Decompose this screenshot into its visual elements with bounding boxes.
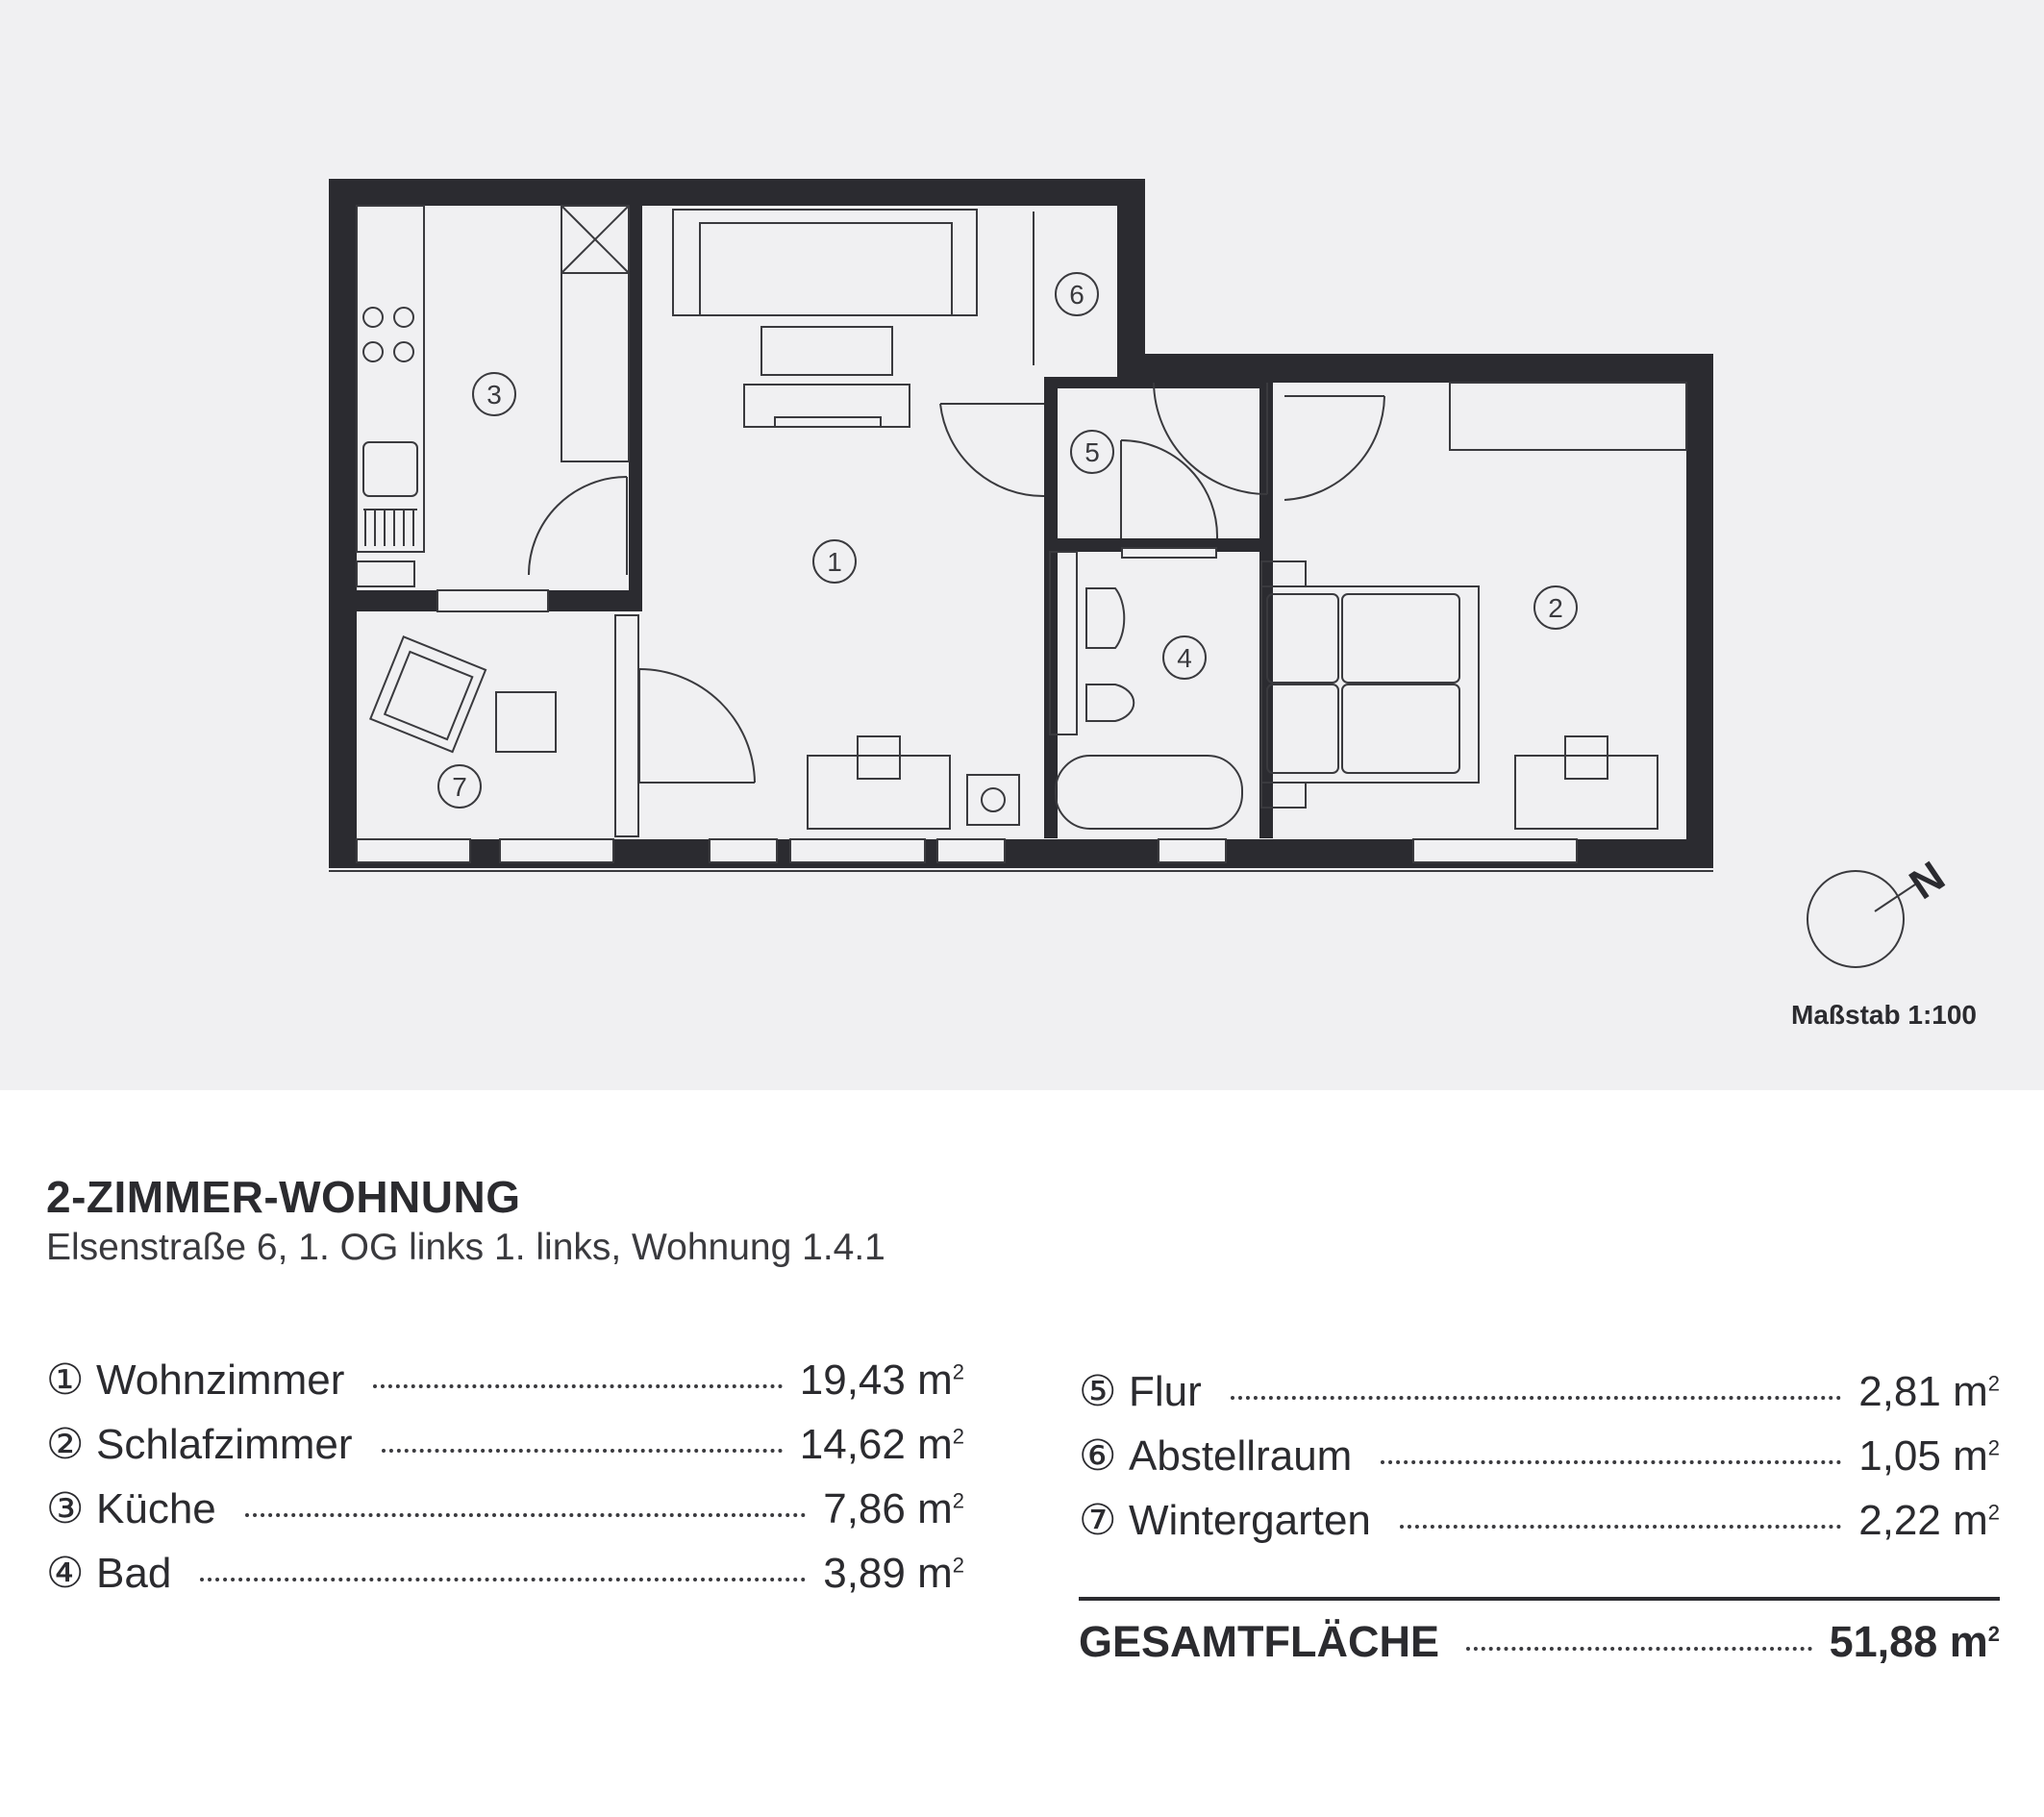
apartment-address: Elsenstraße 6, 1. OG links 1. links, Wohnung 1.4.1 bbox=[46, 1227, 885, 1268]
area-row-wintergarten bbox=[1079, 1496, 2000, 1560]
unit-exponent: 2 bbox=[952, 1553, 964, 1578]
room-area: 1,05 m bbox=[1858, 1432, 1988, 1480]
room-number: ③ bbox=[46, 1485, 85, 1532]
total-label: GESAMTFLÄCHE bbox=[1079, 1617, 1439, 1666]
room-marker-1: 1 bbox=[827, 547, 842, 577]
north-compass-icon bbox=[1807, 871, 1915, 967]
unit-exponent: 2 bbox=[1987, 1500, 2000, 1525]
unit-exponent: 2 bbox=[952, 1424, 964, 1449]
room-number: ⑦ bbox=[1079, 1497, 1117, 1544]
room-name: Schlafzimmer bbox=[96, 1421, 353, 1468]
area-row-bad bbox=[46, 1549, 964, 1613]
apartment-title: 2-ZIMMER-WOHNUNG bbox=[46, 1172, 521, 1222]
room-name: Abstellraum bbox=[1129, 1432, 1353, 1480]
room-marker-6: 6 bbox=[1069, 280, 1084, 310]
dot-leader bbox=[1400, 1525, 1841, 1529]
room-area: 7,86 m bbox=[823, 1485, 953, 1532]
area-row-schlafzimmer bbox=[46, 1420, 964, 1484]
area-row-wohnzimmer bbox=[46, 1356, 964, 1420]
unit-exponent: 2 bbox=[952, 1359, 964, 1384]
room-area: 19,43 m bbox=[799, 1357, 953, 1404]
room-marker-4: 4 bbox=[1177, 643, 1192, 673]
unit-exponent: 2 bbox=[1987, 1435, 2000, 1460]
area-list-right bbox=[1079, 1367, 2000, 1560]
area-row-flur bbox=[1079, 1367, 2000, 1431]
area-row-abstellraum bbox=[1079, 1431, 2000, 1496]
area-list-left bbox=[46, 1356, 964, 1613]
room-number: ④ bbox=[46, 1550, 85, 1597]
dot-leader bbox=[245, 1513, 806, 1517]
furniture bbox=[357, 206, 1686, 829]
unit-exponent: 2 bbox=[1987, 1371, 2000, 1396]
room-area: 14,62 m bbox=[799, 1421, 953, 1468]
unit-exponent: 2 bbox=[952, 1488, 964, 1513]
room-number: ⑥ bbox=[1079, 1432, 1117, 1480]
room-area: 2,81 m bbox=[1858, 1368, 1988, 1415]
room-name: Wintergarten bbox=[1129, 1497, 1371, 1544]
dot-leader bbox=[1231, 1396, 1841, 1400]
room-name: Wohnzimmer bbox=[96, 1357, 345, 1404]
scale-label: Maßstab 1:100 bbox=[1791, 1000, 1977, 1030]
unit-exponent: 2 bbox=[1987, 1622, 2000, 1646]
room-marker-7: 7 bbox=[452, 772, 467, 802]
room-name: Küche bbox=[96, 1485, 216, 1532]
total-area-row bbox=[1079, 1617, 2000, 1667]
room-area: 3,89 m bbox=[823, 1550, 953, 1597]
room-area: 2,22 m bbox=[1858, 1497, 1988, 1544]
area-row-kueche bbox=[46, 1484, 964, 1549]
north-label: N bbox=[1901, 852, 1954, 909]
room-marker-2: 2 bbox=[1548, 593, 1563, 623]
room-name: Bad bbox=[96, 1550, 172, 1597]
room-markers bbox=[438, 273, 1577, 808]
total-value: 51,88 m bbox=[1829, 1617, 1988, 1666]
dot-leader bbox=[382, 1449, 783, 1453]
room-number: ② bbox=[46, 1421, 85, 1468]
room-marker-5: 5 bbox=[1084, 437, 1100, 467]
room-number: ⑤ bbox=[1079, 1368, 1117, 1415]
walls bbox=[329, 179, 1713, 868]
room-marker-3: 3 bbox=[486, 380, 502, 410]
dot-leader bbox=[373, 1384, 782, 1388]
room-number: ① bbox=[46, 1357, 85, 1404]
dot-leader bbox=[1381, 1460, 1841, 1464]
dot-leader bbox=[200, 1578, 806, 1581]
dot-leader bbox=[1466, 1647, 1812, 1651]
room-name: Flur bbox=[1129, 1368, 1202, 1415]
total-divider bbox=[1079, 1597, 2000, 1601]
